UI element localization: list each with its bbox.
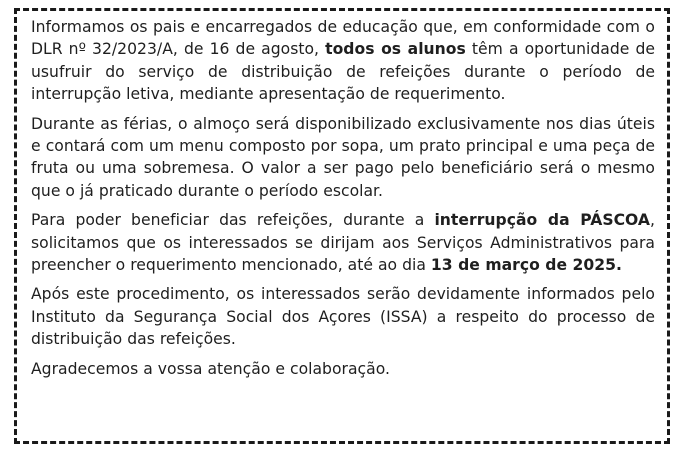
paragraph-request-deadline	[31, 209, 655, 276]
paragraph-holiday-meals-text: Durante as férias, o almoço será disponibilizado exclusivamente nos dias úteis e contará com um menu composto por sopa, um prato principal e uma peça de fruta ou uma sobremesa. O valor a ser pago pelo beneficiário será o mesmo que o já praticado durante o período escolar.	[31, 114, 655, 200]
paragraph-thanks	[31, 358, 655, 380]
paragraph-holiday-meals	[31, 113, 655, 203]
emphasis-deadline-date: 13 de março de 2025.	[430, 256, 622, 275]
paragraph-request-deadline-text-1: Para poder beneficiar das refeições, durante a	[31, 211, 435, 230]
emphasis-easter-break: interrupção da PÁSCOA	[434, 211, 650, 230]
emphasis-all-students: todos os alunos	[325, 40, 466, 59]
paragraph-eligibility-text-2: têm a oportunidade de usufruir do serviço de distribuição de refeições durante o período de interrupção letiva, mediante apresentação de requerimento.	[31, 40, 656, 104]
paragraph-followup-text: Após este procedimento, os interessados serão devidamente informados pelo Instituto da Segurança Social dos Açores (ISSA) a respeito do processo de distribuição das refeições.	[31, 285, 655, 349]
notice-box	[14, 8, 670, 444]
paragraph-followup	[31, 283, 655, 350]
paragraph-eligibility-text-1: Informamos os pais e encarregados de educação que, em conformidade com o DLR nº 32/2023/A, de 16 de agosto,	[31, 18, 655, 59]
paragraph-eligibility	[31, 16, 655, 106]
paragraph-thanks-text: Agradecemos a vossa atenção e colaboração.	[31, 359, 390, 378]
paragraph-request-deadline-text-2: , solicitamos que os interessados se dirijam aos Serviços Administrativos para preencher o requerimento mencionado, até ao dia	[31, 211, 655, 275]
